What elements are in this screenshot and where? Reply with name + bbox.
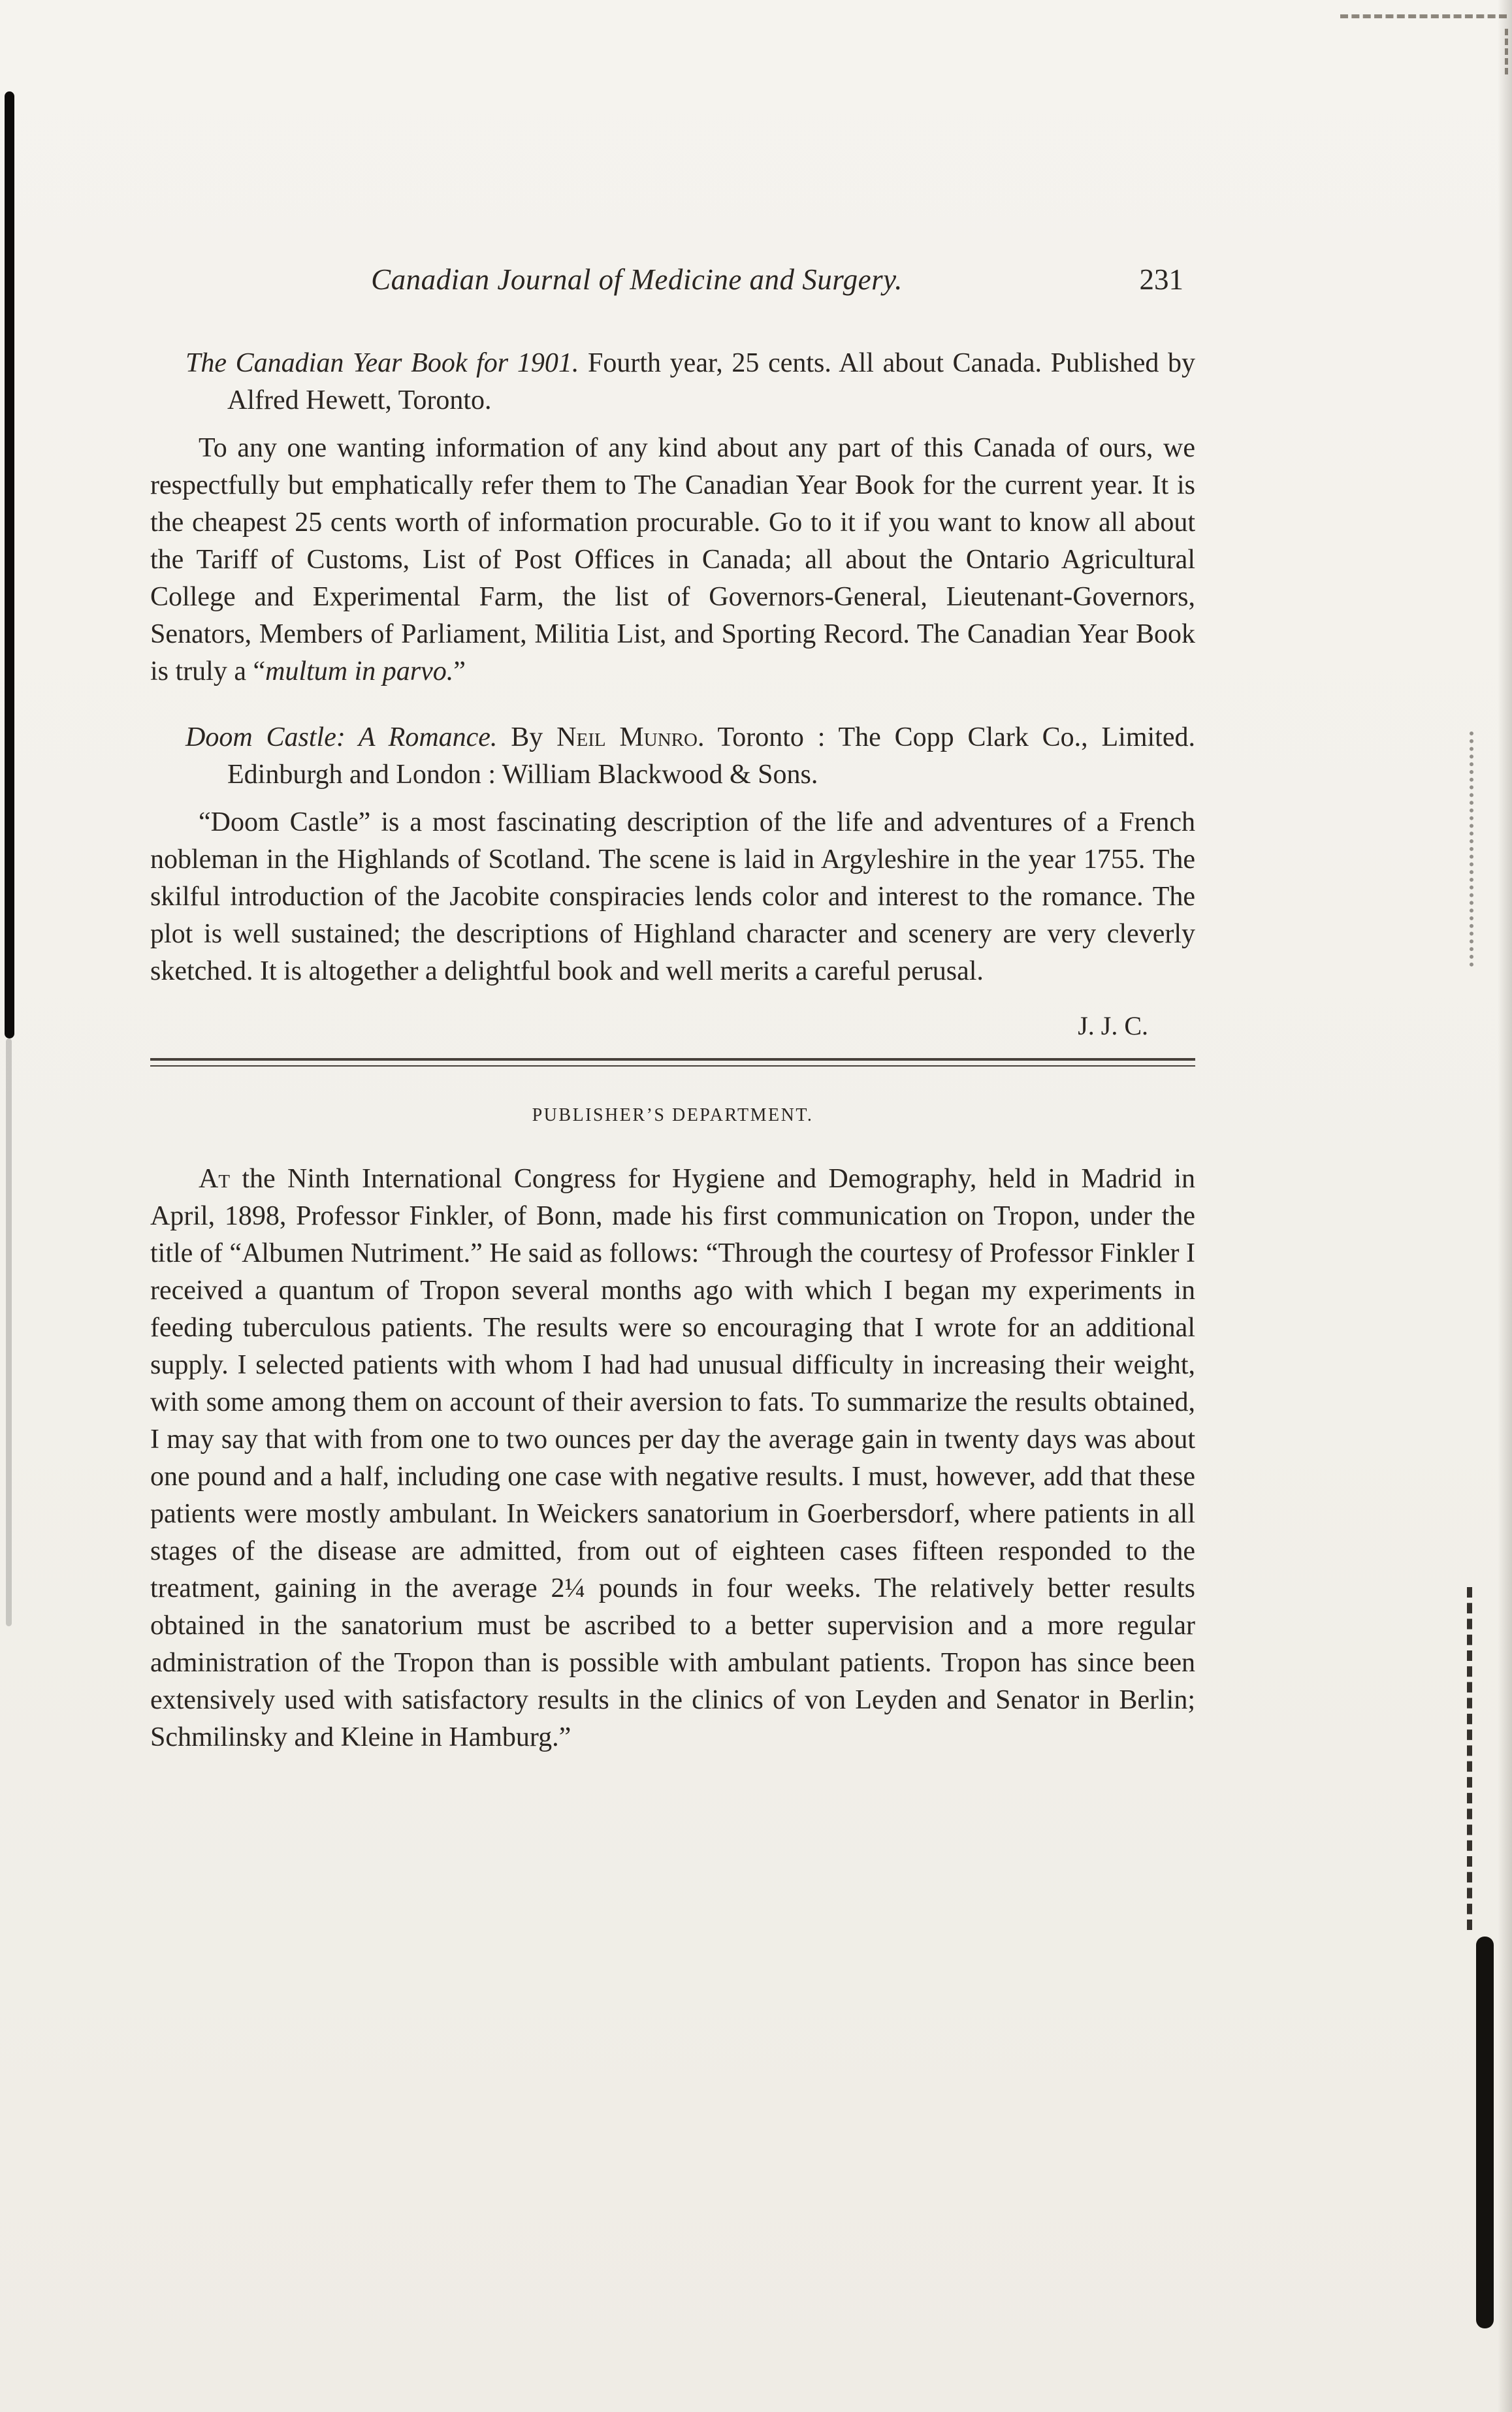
page-number: 231 [1139,263,1183,296]
citation-details: . Toronto : The Copp Clark Co., Limited. Edinburgh and London : William Blackwood & Sons. [227,722,1195,790]
review-citation-doom-castle [150,719,1195,794]
scan-left-edge-bar [5,91,14,1038]
scan-right-edge-ink-streak [1476,1937,1494,2328]
scan-right-edge-shadow [1498,0,1512,2412]
page-content [150,261,1195,1785]
section-divider-rule [150,1058,1195,1067]
running-head [150,261,1195,298]
author-name: Neil Munro [556,722,698,752]
publishers-department-heading: PUBLISHER’S DEPARTMENT. [532,1105,814,1125]
scan-right-edge-dots [1470,732,1473,967]
scan-top-right-dashed-line [1340,14,1507,18]
lead-word: At [199,1164,231,1194]
journal-title: Canadian Journal of Medicine and Surgery. [371,263,903,296]
review-body-doom-castle: “Doom Castle” is a most fascinating description of the life and adventures of a French nobleman in the Highlands of Scotland. The scene is laid in Argyleshire in the year 1755. The skilful introduction of the Jacobite conspiracies lends color and interest to the romance. The plot is well sustained; the descriptions of Highland character and scenery are very cleverly sketched. It is altogether a delightful book and well merits a careful perusal. [150,807,1195,986]
reviewer-initials: J. J. C. [1078,1011,1148,1040]
by-label: By [497,722,557,752]
scan-left-edge-bar-faint [6,1038,12,1626]
review-body-year-book [150,430,1195,690]
publishers-department-body [150,1161,1195,1756]
department-text: the Ninth International Congress for Hygiene and Demography, held in Madrid in April, 1898, Professor Finkler, of Bonn, made his first communication on Tropon, under the title of “Albumen Nutriment.” He said as follows: “Through the courtesy of Professor Finkler I received a quantum of Tropon several months ago with which I began my experiments in feeding tuberculous patients. The results were so encouraging that I wrote for an additional supply. I selected patients with whom I had had unusual difficulty in increasing their weight, with some among them on account of their aversion to fats. To summarize the results obtained, I may say that with from one to two ounces per day the average gain in twenty days was about one pound and a half, including one case with negative results. I must, however, add that these patients were mostly ambulant. In Weickers sanatorium in Goerbersdorf, where patients in all stages of the disease are admitted, from out of eighteen cases fifteen responded to the treatment, gaining in the average 2¼ pounds in four weeks. The relatively better results obtained in the sanatorium must be ascribed to a better supervision and a more regular administration of the Tropon than is possible with ambulant patients. Tropon has since been extensively used with satisfactory results in the clinics of von Leyden and Senator in Berlin; Schmilinsky and Kleine in Hamburg.” [150,1164,1195,1752]
scan-right-edge-dashes [1467,1587,1472,1930]
review-text: To any one wanting information of any kind about any part of this Canada of ours, we respectfully but emphatically refer them to The Canadian Year Book for the current year. It is the cheapest 25 cents worth of information procurable. Go to it if you want to know all about the Tariff of Customs, List of Post Offices in Canada; all about the Ontario Agricultural College and Experimental Farm, the list of Governors-General, Lieutenant-Governors, Senators, Members of Parliament, Militia List, and Sporting Record. The Canadian Year Book is truly a “ [150,433,1195,686]
citation-details: Fourth year, 25 cents. All about Canada. Published by Alfred Hewett, Toronto. [227,348,1196,415]
book-title: Doom Castle: A Romance. [185,722,498,752]
book-title: The Canadian Year Book for 1901. [185,348,579,378]
closing-quote: ” [453,656,466,686]
review-citation-year-book [150,345,1195,419]
latin-phrase: multum in parvo. [265,656,454,686]
